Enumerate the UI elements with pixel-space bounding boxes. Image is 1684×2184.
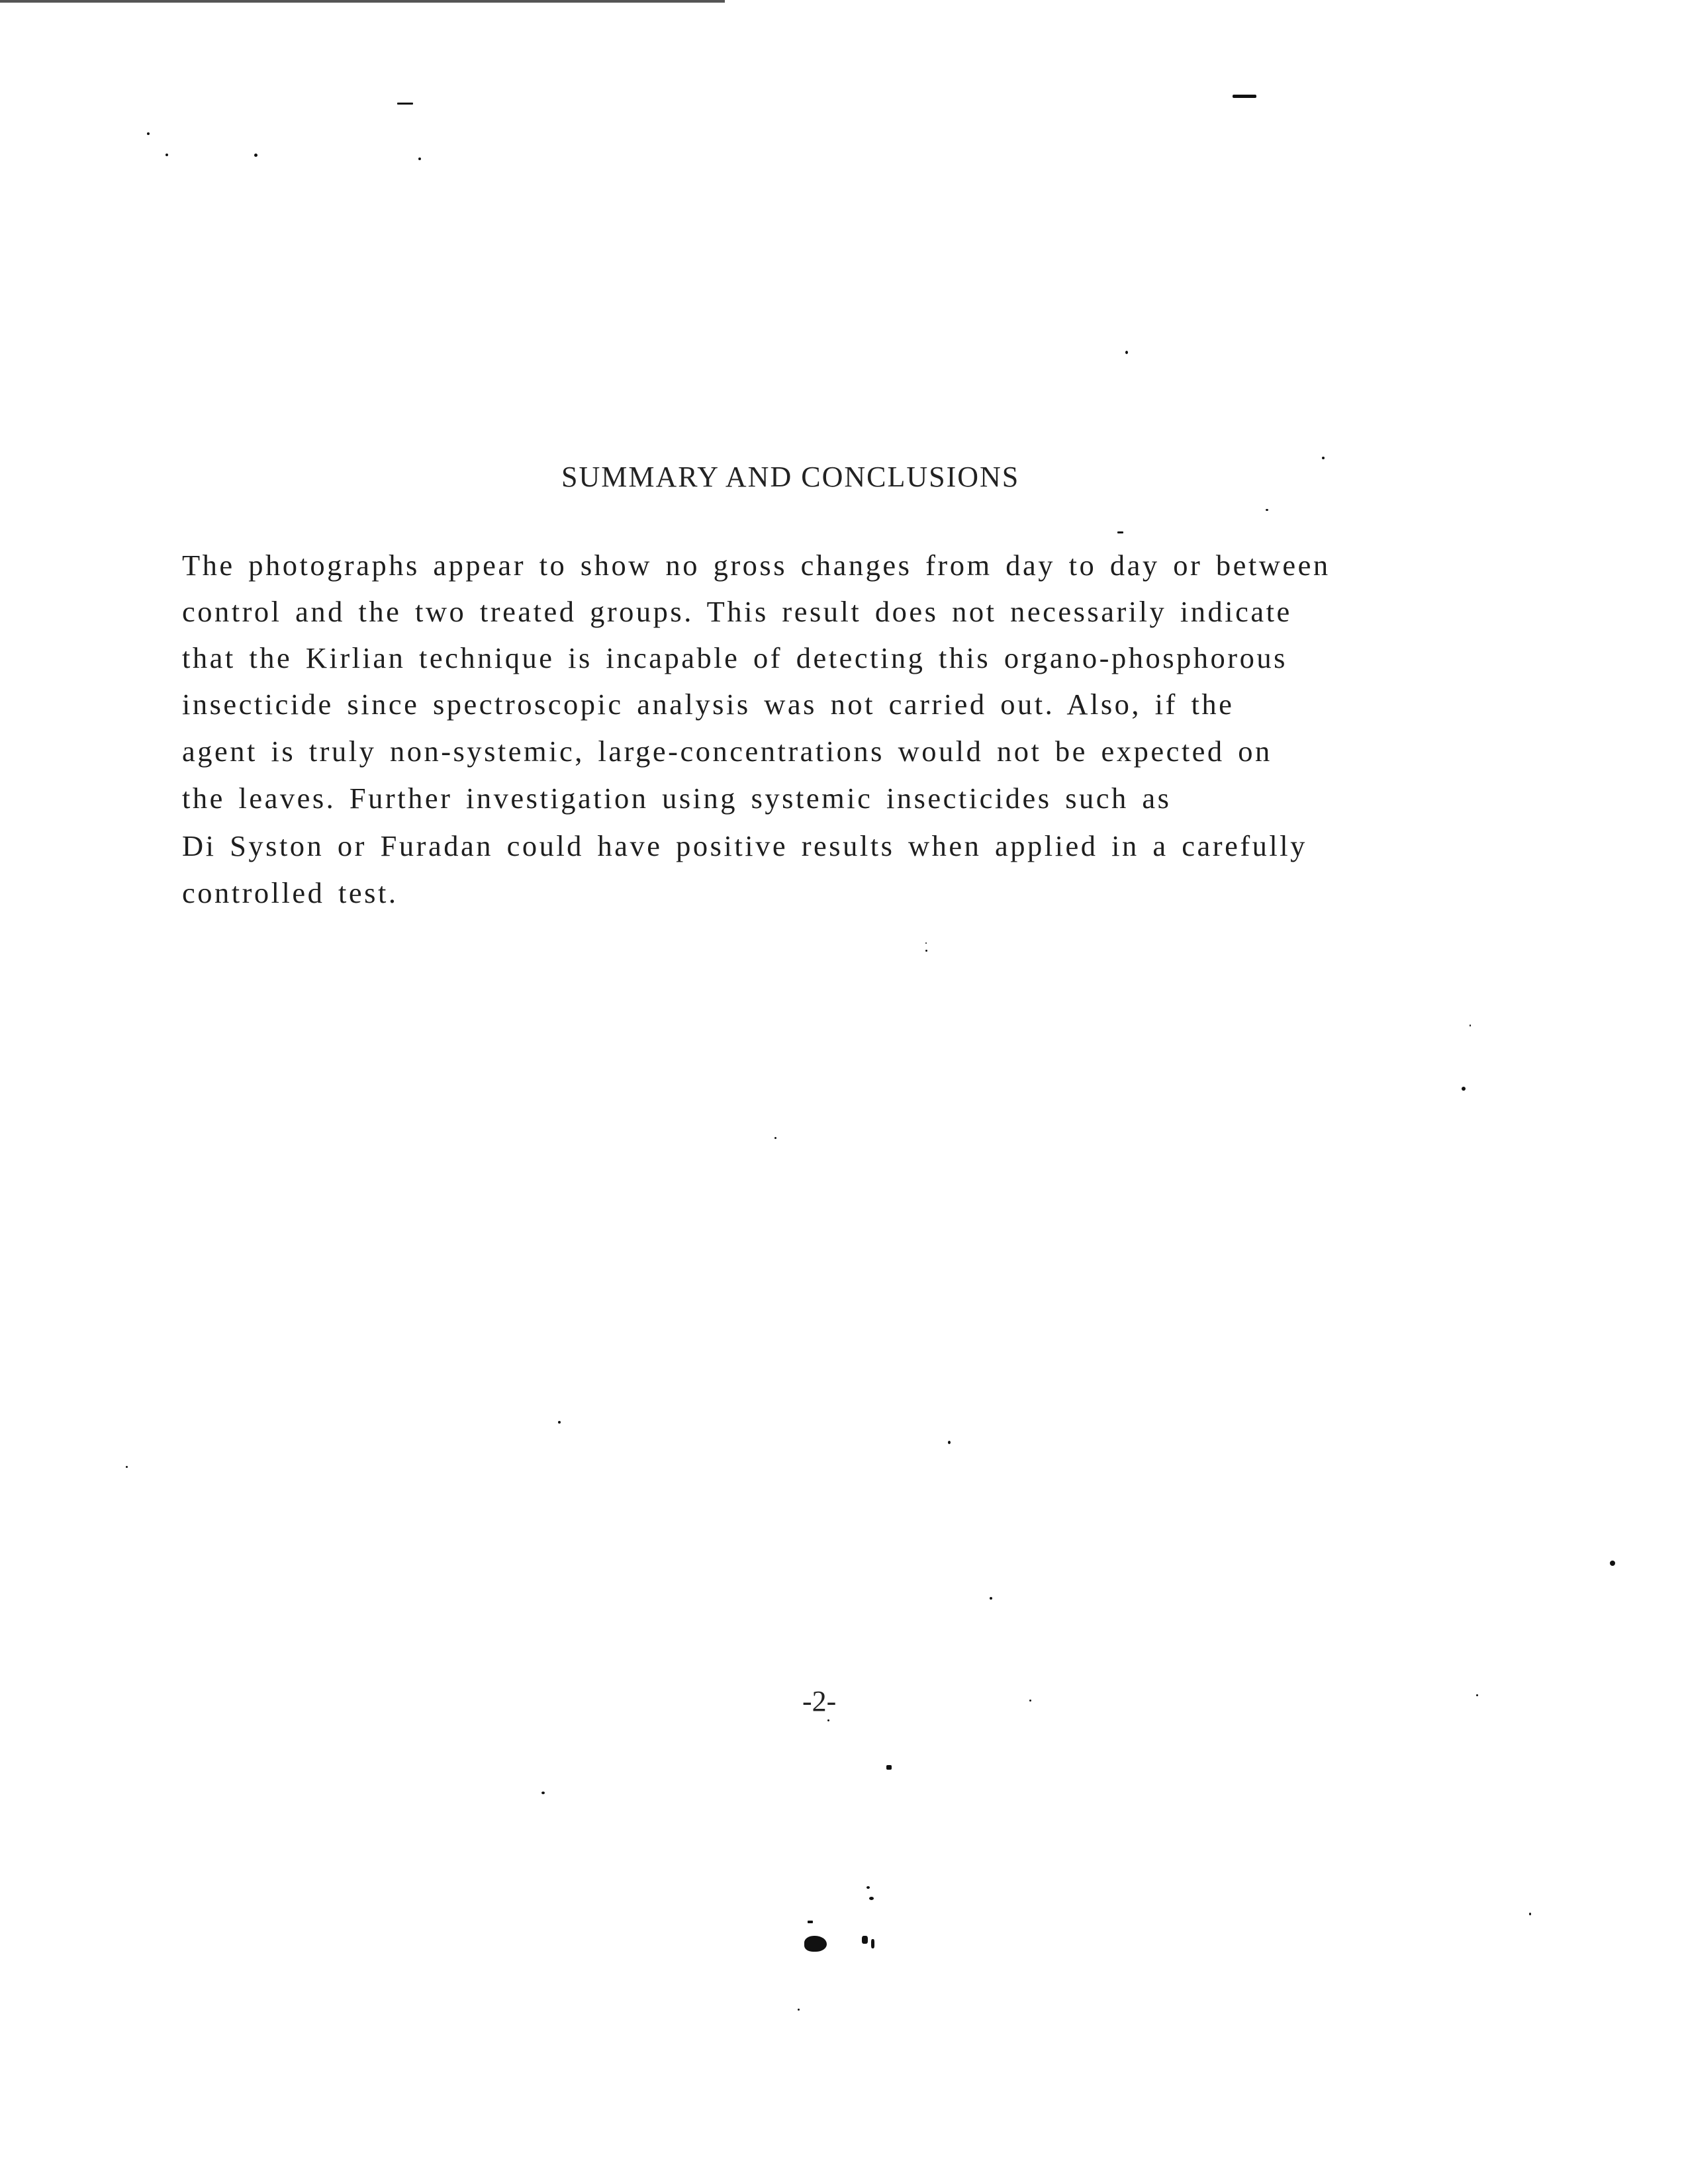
section-heading: SUMMARY AND CONCLUSIONS (561, 461, 1020, 493)
paragraph-line: insecticide since spectroscopic analysis was not carried out. Also, if the (182, 688, 1235, 721)
scan-speck (1029, 1700, 1031, 1702)
top-edge-rule (0, 0, 725, 3)
scan-speck (808, 1921, 813, 1923)
scan-speck (397, 103, 413, 105)
scan-speck (1233, 95, 1256, 98)
paragraph-line: Di Syston or Furadan could have positive results when applied in a carefully (182, 829, 1307, 862)
scan-speck (1529, 1913, 1531, 1915)
scan-speck (1462, 1087, 1466, 1091)
scan-speck (254, 154, 257, 157)
scan-speck (804, 1936, 827, 1952)
scan-speck (1125, 351, 1128, 354)
scan-speck (558, 1421, 561, 1424)
scan-speck (774, 1137, 776, 1139)
scan-speck (925, 950, 927, 952)
scan-speck (165, 154, 168, 156)
scan-speck (126, 1466, 128, 1468)
page-number: -2- (802, 1685, 837, 1717)
paragraph-line: the leaves. Further investigation using systemic insecticides such as (182, 782, 1172, 815)
paragraph-line: that the Kirlian technique is incapable of detecting this organo-phosphorous (182, 641, 1287, 674)
paragraph-line: control and the two treated groups. This result does not necessarily indicate (182, 595, 1292, 628)
scan-speck (1322, 457, 1325, 459)
scan-speck (418, 158, 421, 160)
scan-speck (1117, 531, 1123, 533)
scan-speck (798, 2009, 800, 2011)
scan-speck (1470, 1024, 1471, 1026)
scan-speck (990, 1597, 992, 1600)
scan-speck (862, 1936, 868, 1944)
scan-speck (1610, 1561, 1615, 1566)
scan-speck (925, 942, 927, 944)
paragraph-line: controlled test. (182, 876, 398, 909)
scan-speck (866, 1886, 870, 1889)
scan-speck (871, 1939, 874, 1948)
scan-speck (1266, 509, 1268, 511)
scan-speck (147, 132, 150, 135)
paragraph-line: The photographs appear to show no gross changes from day to day or between (182, 549, 1331, 582)
scan-speck (541, 1792, 545, 1794)
scan-speck (869, 1897, 874, 1900)
scan-speck (1476, 1694, 1478, 1696)
scan-speck (948, 1441, 951, 1444)
scan-speck (827, 1719, 829, 1721)
scan-speck (886, 1765, 892, 1770)
paragraph-line: agent is truly non-systemic, large-concentrations would not be expected on (182, 735, 1272, 768)
